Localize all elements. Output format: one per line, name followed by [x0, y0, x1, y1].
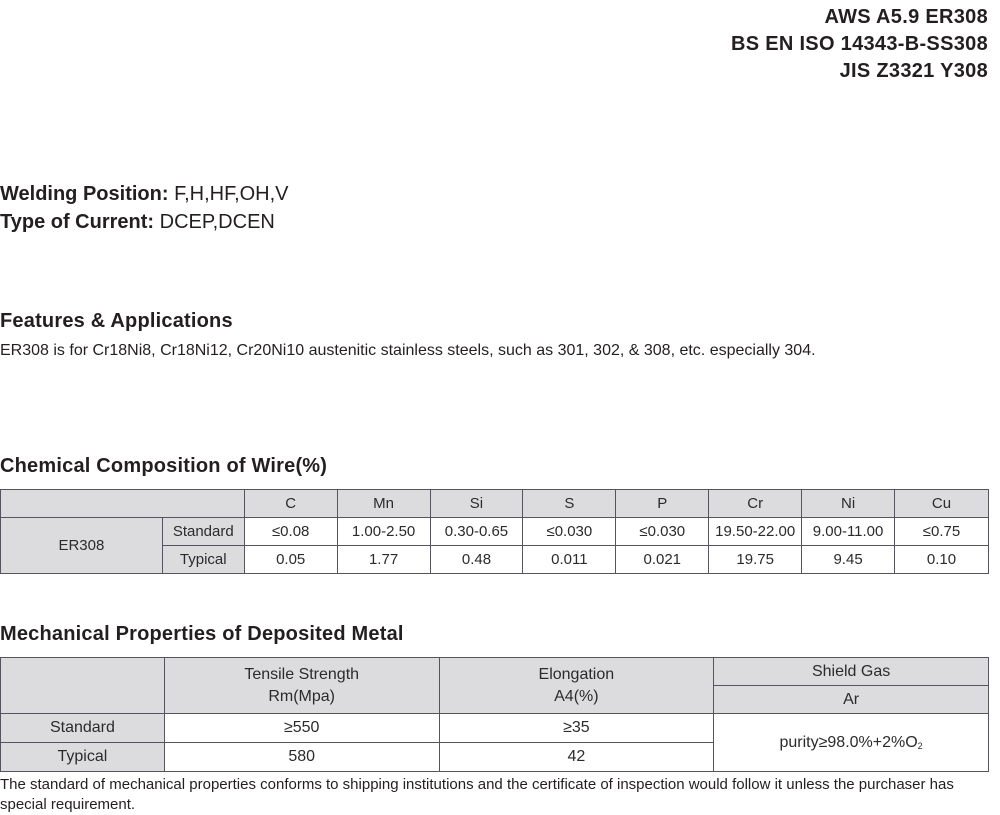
purity-text: purity≥98.0%+2%O — [779, 733, 918, 751]
chem-cell: 0.011 — [523, 546, 616, 574]
chem-row-standard — [1, 518, 989, 546]
chem-cell: 19.75 — [709, 546, 802, 574]
chem-cell: ≤0.030 — [616, 518, 709, 546]
mech-cell: ≥35 — [439, 714, 714, 743]
welding-position-value: F,H,HF,OH,V — [168, 183, 289, 205]
chem-cell: 0.48 — [430, 546, 523, 574]
chem-cell: 0.30-0.65 — [430, 518, 523, 546]
current-type-value: DCEP,DCEN — [154, 211, 275, 233]
elongation-unit: A4(%) — [554, 687, 599, 705]
chem-grade-cell: ER308 — [1, 518, 163, 574]
chem-cell: ≤0.75 — [895, 518, 989, 546]
mech-cell: ≥550 — [164, 714, 439, 743]
mech-row-label: Standard — [1, 714, 165, 743]
chem-cell: 1.77 — [337, 546, 430, 574]
mech-row-label: Typical — [1, 743, 165, 772]
standards-block — [731, 4, 988, 85]
welding-info — [0, 180, 289, 236]
standard-bs-en-iso: BS EN ISO 14343-B-SS308 — [730, 33, 988, 55]
chem-cell: 9.00-11.00 — [802, 518, 895, 546]
mech-corner-cell — [1, 658, 165, 714]
shield-gas-value: Ar — [714, 686, 989, 714]
mechanical-heading: Mechanical Properties of Deposited Metal — [0, 623, 404, 645]
chem-col-p: P — [616, 490, 709, 518]
chemical-composition-table — [0, 489, 989, 574]
chem-col-cu: Cu — [895, 490, 989, 518]
chem-cell: 0.021 — [616, 546, 709, 574]
features-text: ER308 is for Cr18Ni8, Cr18Ni12, Cr20Ni10 austenitic stainless steels, such as 301, 302, & 308, etc. especially 304. — [0, 342, 816, 359]
standard-jis: JIS Z3321 Y308 — [839, 60, 988, 82]
mech-header-row-1 — [1, 658, 989, 686]
mech-cell: 42 — [439, 743, 714, 772]
chem-col-cr: Cr — [709, 490, 802, 518]
current-type-line — [0, 208, 289, 236]
chem-cell: ≤0.08 — [244, 518, 337, 546]
chem-cell: 9.45 — [802, 546, 895, 574]
chem-corner-cell — [1, 490, 245, 518]
mechanical-note: The standard of mechanical properties conforms to shipping institutions and the certificate of inspection would follow it unless the purchaser has special requirement. — [0, 776, 954, 813]
chem-col-c: C — [244, 490, 337, 518]
purity-cell — [714, 714, 989, 772]
chem-cell: 0.05 — [244, 546, 337, 574]
chemical-heading: Chemical Composition of Wire(%) — [0, 455, 328, 477]
chem-row-label: Typical — [162, 546, 244, 574]
chem-row-label: Standard — [162, 518, 244, 546]
chem-cell: 1.00-2.50 — [337, 518, 430, 546]
chem-col-si: Si — [430, 490, 523, 518]
mech-col-tensile — [164, 658, 439, 714]
welding-position-label: Welding Position: — [0, 183, 169, 205]
tensile-label: Tensile Strength — [244, 665, 360, 683]
chem-header-row — [1, 490, 989, 518]
chem-cell: ≤0.030 — [523, 518, 616, 546]
chem-cell: 19.50-22.00 — [709, 518, 802, 546]
mech-cell: 580 — [164, 743, 439, 772]
chem-cell: 0.10 — [895, 546, 989, 574]
mech-col-elongation — [439, 658, 714, 714]
mech-col-shield-gas: Shield Gas — [714, 658, 989, 686]
chem-col-s: S — [523, 490, 616, 518]
elongation-label: Elongation — [538, 665, 615, 683]
welding-position-line — [0, 180, 289, 208]
chem-col-mn: Mn — [337, 490, 430, 518]
mechanical-properties-table — [0, 657, 989, 772]
current-type-label: Type of Current: — [0, 211, 155, 233]
standard-aws: AWS A5.9 ER308 — [824, 6, 988, 28]
features-heading: Features & Applications — [0, 310, 233, 332]
chem-col-ni: Ni — [802, 490, 895, 518]
purity-subscript: 2 — [917, 740, 923, 751]
mech-row-standard — [1, 714, 989, 743]
tensile-unit: Rm(Mpa) — [268, 687, 336, 705]
